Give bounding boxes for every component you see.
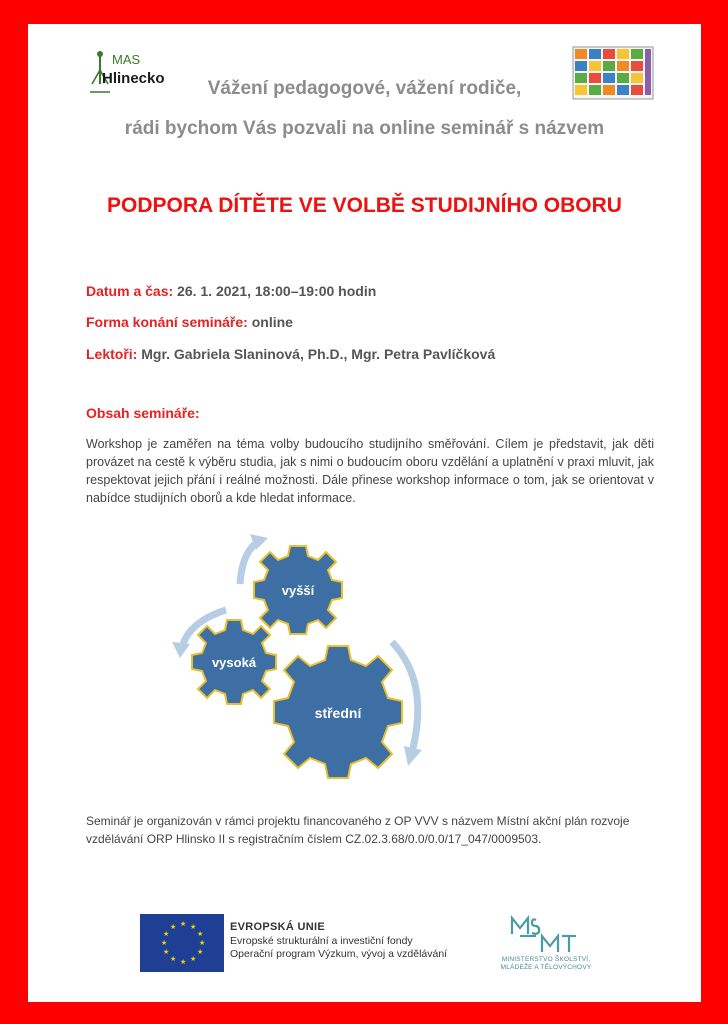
svg-text:★: ★ [180,920,187,928]
arrow-left-head-icon [172,642,190,658]
lecturers-value: Mgr. Gabriela Slaninová, Ph.D., Mgr. Petra Pavlíčková [141,346,496,362]
date-row [86,283,376,299]
content-heading: Obsah semináře: [86,405,200,421]
lecturers-label: Lektoři: [86,346,138,362]
svg-text:★: ★ [197,930,204,938]
seminar-title: PODPORA DÍTĚTE VE VOLBĚ STUDIJNÍHO OBORU [107,194,622,217]
eu-line-1: Evropské strukturální a investiční fondy [230,934,413,947]
greeting-line-1: Vážení pedagogové, vážení rodiče, [207,78,522,99]
greeting-line-2: rádi bychom Vás pozvali na online seminář s názvem [124,118,605,139]
svg-text:★: ★ [163,930,170,938]
svg-text:★: ★ [170,955,177,963]
svg-text:★: ★ [190,955,197,963]
msmt-logo [506,914,586,956]
gear-bottom-icon [274,646,402,778]
gear-diagram-svg [168,532,458,794]
form-label: Forma konání semináře: [86,314,248,330]
svg-text:★: ★ [190,923,197,931]
arrow-right-head-icon [404,746,422,766]
svg-text:★: ★ [163,948,170,956]
mas-logo-big: Hlinecko [102,70,165,87]
eu-text-block [230,921,447,962]
date-label: Datum a čas: [86,283,174,299]
lecturers-row [86,346,495,362]
gear-left-icon [192,620,276,704]
eu-flag [140,914,224,972]
invitation-page [28,24,701,1002]
eu-heading: EVROPSKÁ UNIE [230,921,325,933]
mas-logo-small: MAS [112,52,141,67]
svg-text:★: ★ [180,958,187,966]
gear-top-icon [254,546,342,634]
gear-top-label: vyšší [281,583,315,598]
footer-note: Seminář je organizován v rámci projektu financovaného z OP VVV s názvem Místní akční plán rozvoje vzdělávání ORP Hlinsko II s registračním číslem CZ.02.3.68/0.0/0.0/17_047/0009503. [86,814,630,846]
svg-text:★: ★ [199,939,206,947]
arrow-right-icon [392,642,418,752]
arrow-top-icon [240,542,258,584]
content-paragraph: Workshop je zaměřen na téma volby budoucího studijního směřování. Cílem je představit, jak děti provázet na cestě k výběru studia, jak s nimi o budoucím oboru vzdělání a uplatnění v praxi mluvit, jak respektovat jejich přání i reálné možnosti. Dále přinese workshop informace o tom, jak se orientovat v nabídce studijních oborů a kde hledat informace. [86,437,654,505]
msmt-line-1: MINISTERSTVO ŠKOLSTVÍ, [501,956,591,963]
eu-line-2: Operační program Výzkum, vývoj a vzdělávání [230,948,448,960]
gear-bottom-label: střední [314,705,362,721]
svg-text:★: ★ [170,923,177,931]
gear-diagram [168,532,458,794]
svg-text:★: ★ [161,939,168,947]
msmt-line-2: MLÁDEŽE A TĚLOVÝCHOVY [500,963,592,971]
eu-flag-icon [140,914,224,972]
form-row [86,314,293,330]
date-value: 26. 1. 2021, 18:00–19:00 hodin [177,283,377,299]
form-value: online [251,314,293,330]
msmt-text-block [481,956,611,971]
msmt-logo-icon [506,914,586,956]
gear-left-label: vysoká [211,655,257,670]
svg-text:★: ★ [197,948,204,956]
